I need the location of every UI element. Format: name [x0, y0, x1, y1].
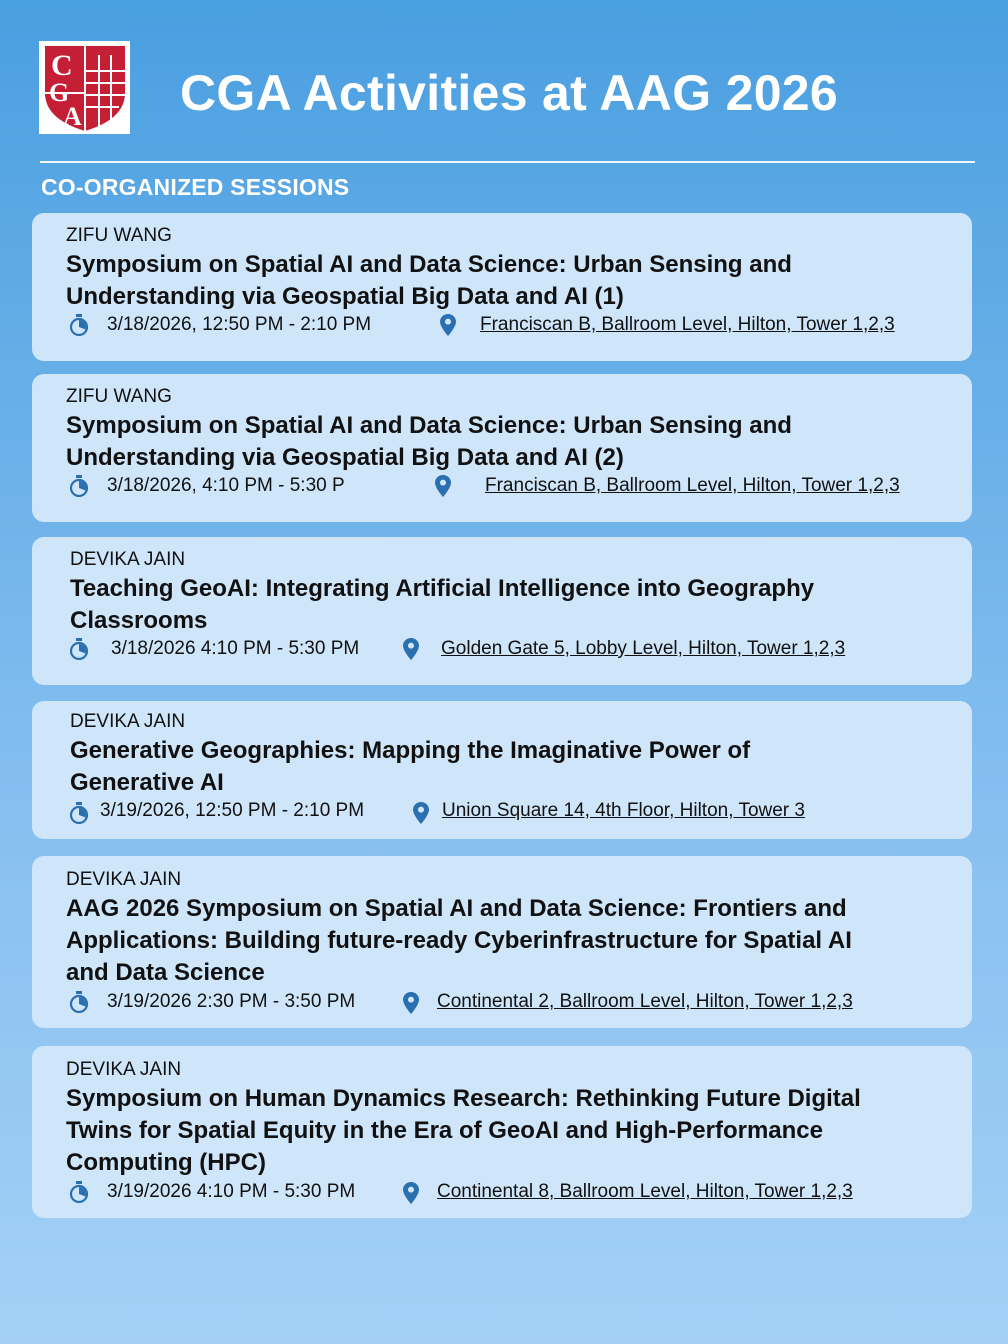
section-label: CO-ORGANIZED SESSIONS	[41, 174, 350, 200]
session-location-link[interactable]: Continental 8, Ballroom Level, Hilton, Tower 1,2,3	[437, 1181, 853, 1202]
session-datetime: 3/18/2026, 12:50 PM - 2:10 PM	[107, 314, 372, 335]
location-pin-icon	[440, 314, 456, 336]
svg-text:C: C	[51, 49, 73, 82]
location-pin-icon	[435, 475, 451, 497]
stopwatch-icon	[69, 802, 89, 824]
session-title: AAG 2026 Symposium on Spatial AI and Data Science: Frontiers and Applications: Building future-ready Cyberinfrastructure for Spatial AI and Data Science	[66, 895, 852, 986]
svg-text:G: G	[49, 78, 70, 107]
session-card	[32, 1046, 972, 1218]
session-card	[32, 213, 972, 361]
location-pin-icon	[403, 638, 419, 660]
session-organizer: ZIFU WANG	[66, 386, 172, 407]
session-organizer: DEVIKA JAIN	[66, 869, 182, 890]
session-location-link[interactable]: Franciscan B, Ballroom Level, Hilton, Tower 1,2,3	[480, 314, 895, 335]
session-location-link[interactable]: Franciscan B, Ballroom Level, Hilton, Tower 1,2,3	[485, 475, 900, 496]
header-divider	[40, 161, 975, 163]
session-organizer: DEVIKA JAIN	[66, 1059, 182, 1080]
stopwatch-icon	[69, 1181, 89, 1203]
session-card	[32, 701, 972, 839]
session-card	[32, 374, 972, 522]
page-title: CGA Activities at AAG 2026	[180, 65, 839, 121]
session-title: Symposium on Spatial AI and Data Science: Urban Sensing and Understanding via Geospatial Big Data and AI (2)	[66, 412, 792, 471]
session-datetime: 3/18/2026 4:10 PM - 5:30 PM	[111, 638, 360, 659]
session-datetime: 3/19/2026 4:10 PM - 5:30 PM	[107, 1181, 356, 1202]
location-pin-icon	[403, 992, 419, 1014]
session-datetime: 3/19/2026, 12:50 PM - 2:10 PM	[100, 800, 365, 821]
session-datetime: 3/18/2026, 4:10 PM - 5:30 P	[107, 475, 345, 496]
session-location-link[interactable]: Union Square 14, 4th Floor, Hilton, Tower 3	[442, 800, 805, 821]
session-location-link[interactable]: Golden Gate 5, Lobby Level, Hilton, Tower 1,2,3	[441, 638, 846, 659]
session-card	[32, 537, 972, 685]
session-organizer: DEVIKA JAIN	[70, 711, 186, 732]
location-pin-icon	[413, 802, 429, 824]
session-title: Symposium on Human Dynamics Research: Rethinking Future Digital Twins for Spatial Equity in the Era of GeoAI and High-Performance Computing (HPC)	[66, 1085, 861, 1176]
cga-logo	[39, 41, 130, 134]
session-card	[32, 856, 972, 1028]
stopwatch-icon	[69, 314, 89, 336]
session-location-link[interactable]: Continental 2, Ballroom Level, Hilton, Tower 1,2,3	[437, 991, 853, 1012]
stopwatch-icon	[69, 475, 89, 497]
stopwatch-icon	[69, 991, 89, 1013]
session-datetime: 3/19/2026 2:30 PM - 3:50 PM	[107, 991, 356, 1012]
svg-text:A: A	[63, 102, 82, 131]
session-title: Teaching GeoAI: Integrating Artificial Intelligence into Geography Classrooms	[70, 575, 815, 634]
session-title: Generative Geographies: Mapping the Imaginative Power of Generative AI	[70, 737, 751, 796]
session-organizer: DEVIKA JAIN	[70, 549, 186, 570]
stopwatch-icon	[69, 638, 89, 660]
location-pin-icon	[403, 1182, 419, 1204]
session-title: Symposium on Spatial AI and Data Science: Urban Sensing and Understanding via Geospatial Big Data and AI (1)	[66, 251, 792, 310]
session-organizer: ZIFU WANG	[66, 225, 172, 246]
